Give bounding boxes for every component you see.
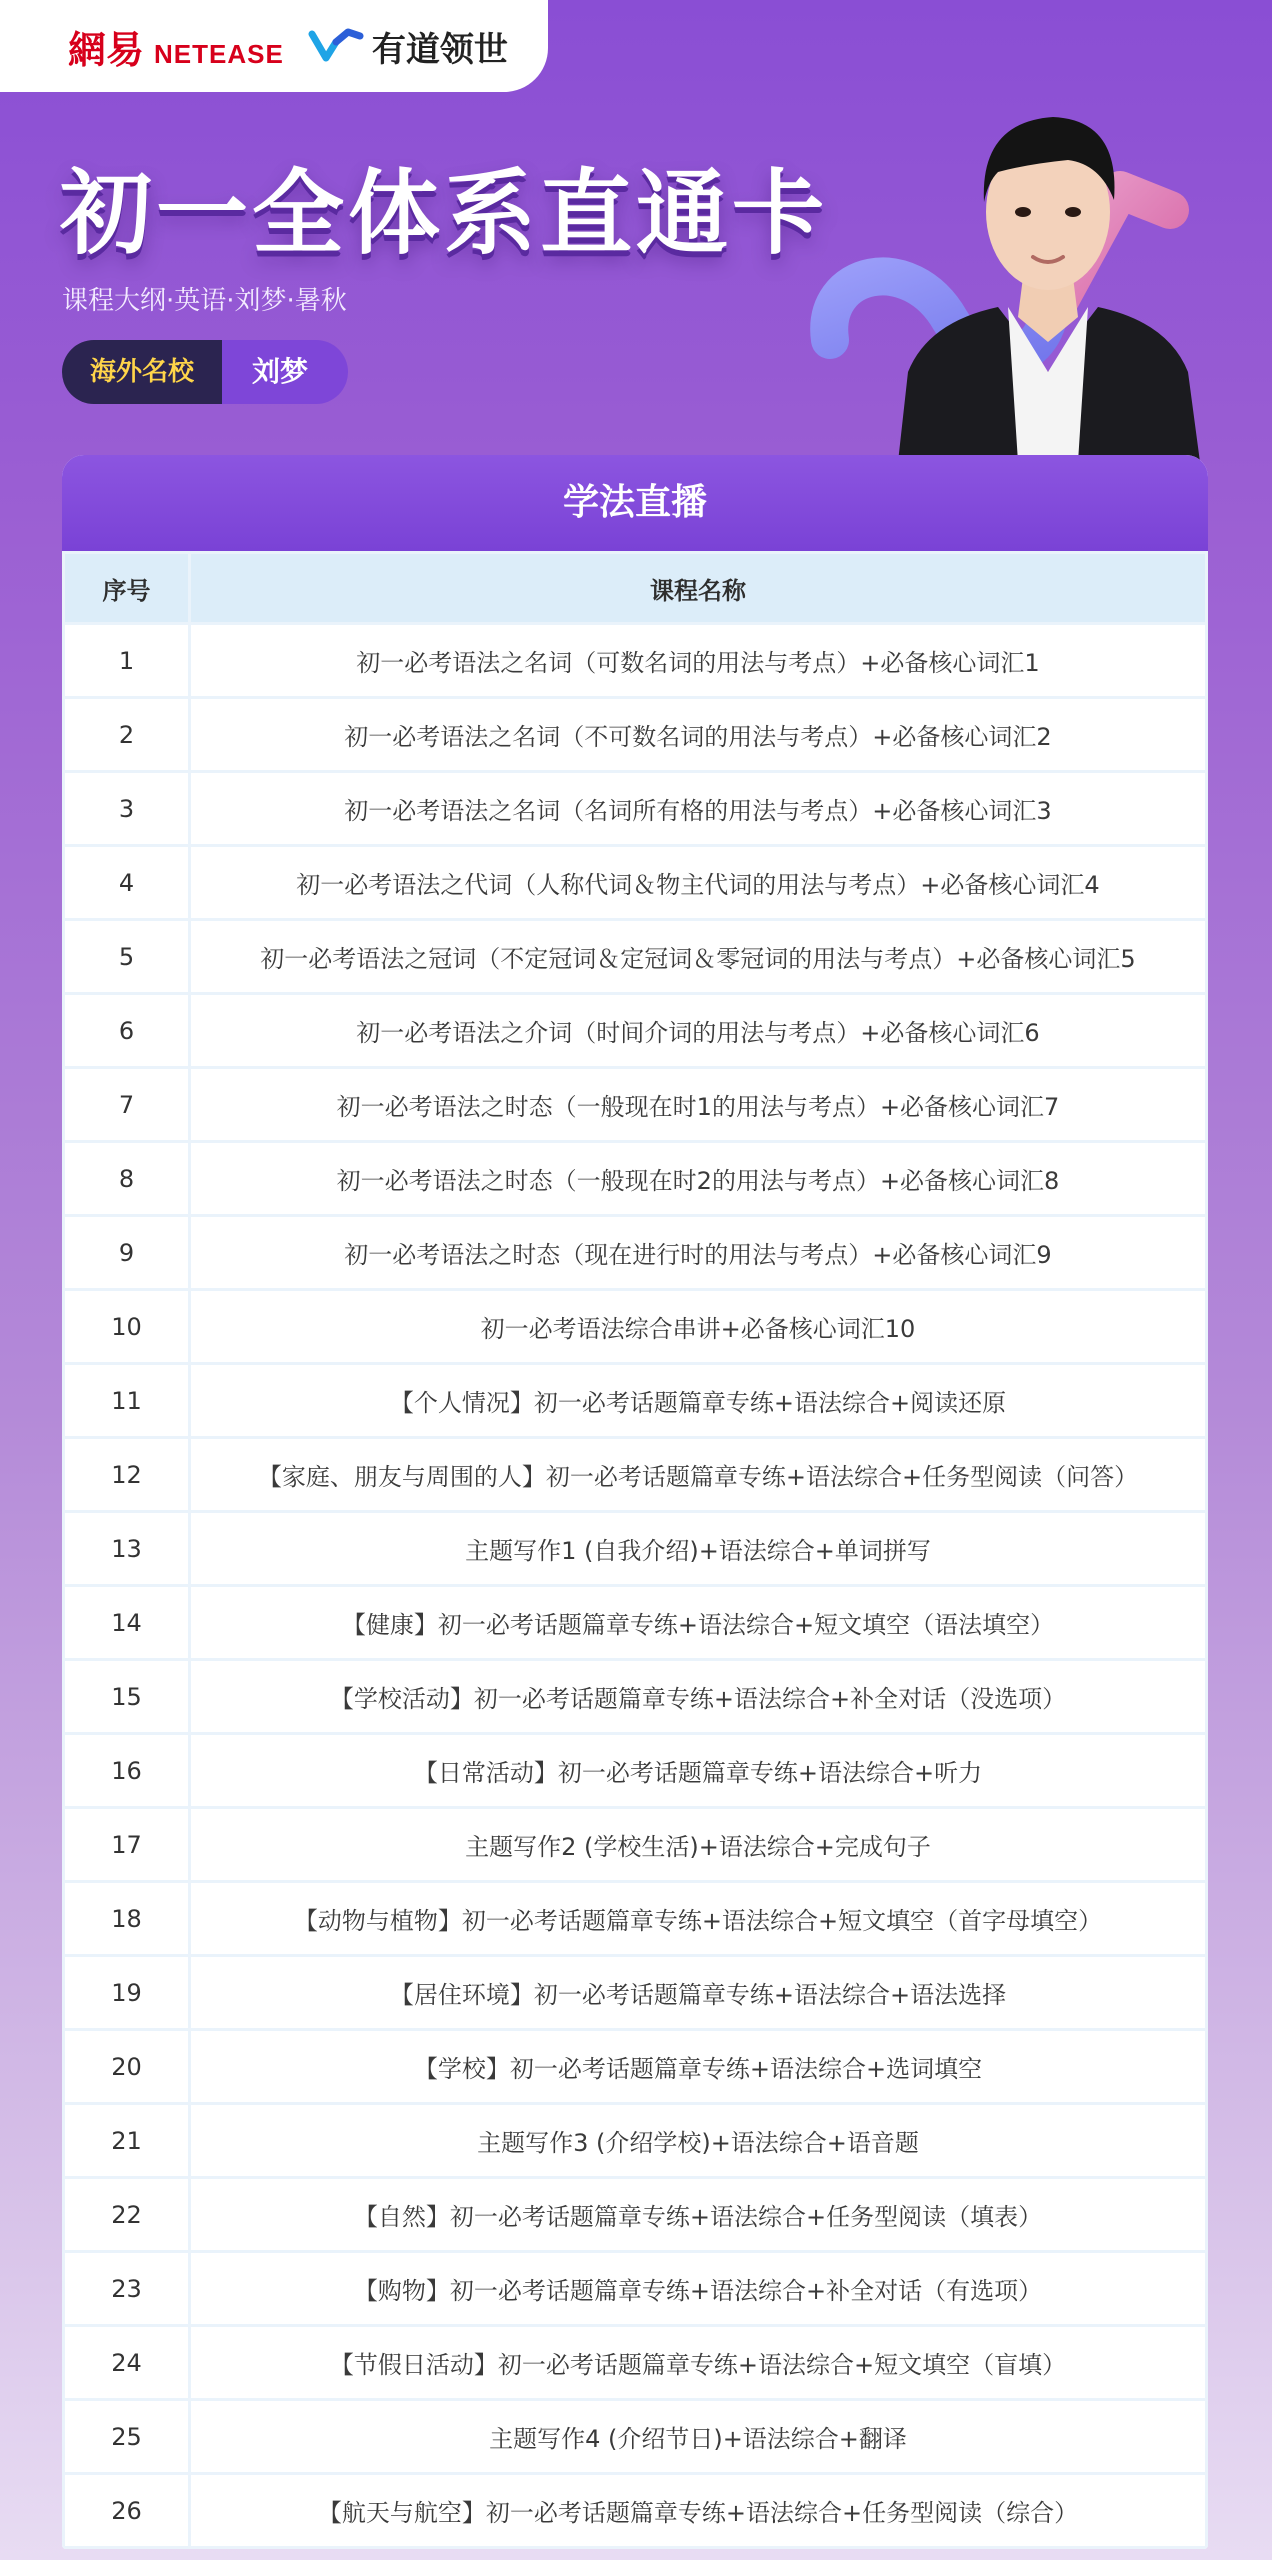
row-number: 25: [64, 2400, 190, 2474]
course-name: 初一必考语法之时态（一般现在时1的用法与考点）+必备核心词汇7: [190, 1068, 1207, 1142]
table-row: [64, 2326, 1207, 2400]
course-name: 【动物与植物】初一必考话题篇章专练+语法综合+短文填空（首字母填空）: [190, 1882, 1207, 1956]
table-row: [64, 1882, 1207, 1956]
table-row: [64, 2252, 1207, 2326]
course-name: 初一必考语法之冠词（不定冠词＆定冠词＆零冠词的用法与考点）+必备核心词汇5: [190, 920, 1207, 994]
brand-bar: [0, 0, 548, 92]
course-name: 【个人情况】初一必考话题篇章专练+语法综合+阅读还原: [190, 1364, 1207, 1438]
table-row: [64, 1586, 1207, 1660]
row-number: 10: [64, 1290, 190, 1364]
course-name: 初一必考语法综合串讲+必备核心词汇10: [190, 1290, 1207, 1364]
table-row: [64, 1068, 1207, 1142]
table-row: [64, 1512, 1207, 1586]
table-row: [64, 1364, 1207, 1438]
row-number: 16: [64, 1734, 190, 1808]
page-subtitle: 课程大纲·英语·刘梦·暑秋: [62, 286, 347, 316]
page-title: 初一全体系直通卡: [60, 160, 829, 267]
course-name: 【家庭、朋友与周围的人】初一必考话题篇章专练+语法综合+任务型阅读（问答）: [190, 1438, 1207, 1512]
table-row: [64, 1956, 1207, 2030]
netease-logo: [68, 19, 284, 74]
table-row: [64, 1142, 1207, 1216]
course-name: 【购物】初一必考话题篇章专练+语法综合+补全对话（有选项）: [190, 2252, 1207, 2326]
course-name: 【日常活动】初一必考话题篇章专练+语法综合+听力: [190, 1734, 1207, 1808]
table-row: [64, 846, 1207, 920]
school-badge-label: 海外名校: [62, 340, 222, 404]
table-row: [64, 1734, 1207, 1808]
table-row: [64, 698, 1207, 772]
table-row: [64, 1438, 1207, 1512]
course-name: 【健康】初一必考话题篇章专练+语法综合+短文填空（语法填空）: [190, 1586, 1207, 1660]
row-number: 4: [64, 846, 190, 920]
teacher-photo: [888, 72, 1208, 462]
row-number: 24: [64, 2326, 190, 2400]
row-number: 26: [64, 2474, 190, 2548]
row-number: 23: [64, 2252, 190, 2326]
row-number: 18: [64, 1882, 190, 1956]
youdao-logo-text: 有道领世: [371, 29, 508, 70]
table-row: [64, 2400, 1207, 2474]
table-row: [64, 994, 1207, 1068]
course-name: 主题写作3 (介绍学校)+语法综合+语音题: [190, 2104, 1207, 2178]
course-name: 【航天与航空】初一必考话题篇章专练+语法综合+任务型阅读（综合）: [190, 2474, 1207, 2548]
course-table: [62, 551, 1208, 2549]
table-row: [64, 2104, 1207, 2178]
table-row: [64, 1808, 1207, 1882]
course-name: 【居住环境】初一必考话题篇章专练+语法综合+语法选择: [190, 1956, 1207, 2030]
course-name: 主题写作2 (学校生活)+语法综合+完成句子: [190, 1808, 1207, 1882]
course-name: 初一必考语法之代词（人称代词＆物主代词的用法与考点）+必备核心词汇4: [190, 846, 1207, 920]
teacher-badge: [62, 340, 348, 404]
course-table-card: [62, 455, 1208, 2549]
row-number: 11: [64, 1364, 190, 1438]
row-number: 3: [64, 772, 190, 846]
row-number: 13: [64, 1512, 190, 1586]
table-row: [64, 2178, 1207, 2252]
table-row: [64, 1216, 1207, 1290]
table-header-row: [64, 553, 1207, 624]
youdao-mark-icon: [308, 26, 364, 66]
netease-logo-en: NETEASE: [154, 38, 284, 69]
row-number: 15: [64, 1660, 190, 1734]
course-name: 【学校】初一必考话题篇章专练+语法综合+选词填空: [190, 2030, 1207, 2104]
column-header-course-name: 课程名称: [190, 553, 1207, 624]
row-number: 12: [64, 1438, 190, 1512]
row-number: 8: [64, 1142, 190, 1216]
row-number: 6: [64, 994, 190, 1068]
row-number: 7: [64, 1068, 190, 1142]
table-row: [64, 1290, 1207, 1364]
table-row: [64, 624, 1207, 698]
row-number: 14: [64, 1586, 190, 1660]
table-row: [64, 2030, 1207, 2104]
course-name: 初一必考语法之介词（时间介词的用法与考点）+必备核心词汇6: [190, 994, 1207, 1068]
table-row: [64, 2474, 1207, 2548]
course-name: 初一必考语法之名词（不可数名词的用法与考点）+必备核心词汇2: [190, 698, 1207, 772]
row-number: 22: [64, 2178, 190, 2252]
table-row: [64, 1660, 1207, 1734]
row-number: 17: [64, 1808, 190, 1882]
table-row: [64, 920, 1207, 994]
row-number: 19: [64, 1956, 190, 2030]
row-number: 20: [64, 2030, 190, 2104]
course-name: 主题写作4 (介绍节日)+语法综合+翻译: [190, 2400, 1207, 2474]
course-name: 【自然】初一必考话题篇章专练+语法综合+任务型阅读（填表）: [190, 2178, 1207, 2252]
section-title: 学法直播: [62, 455, 1208, 551]
youdao-logo: [308, 22, 508, 71]
course-name: 主题写作1 (自我介绍)+语法综合+单词拼写: [190, 1512, 1207, 1586]
course-name: 【学校活动】初一必考话题篇章专练+语法综合+补全对话（没选项）: [190, 1660, 1207, 1734]
row-number: 2: [64, 698, 190, 772]
column-header-number: 序号: [64, 553, 190, 624]
course-name: 初一必考语法之时态（一般现在时2的用法与考点）+必备核心词汇8: [190, 1142, 1207, 1216]
course-name: 初一必考语法之名词（名词所有格的用法与考点）+必备核心词汇3: [190, 772, 1207, 846]
row-number: 9: [64, 1216, 190, 1290]
course-name: 初一必考语法之时态（现在进行时的用法与考点）+必备核心词汇9: [190, 1216, 1207, 1290]
row-number: 5: [64, 920, 190, 994]
netease-logo-cn: 網易: [68, 26, 145, 72]
row-number: 21: [64, 2104, 190, 2178]
table-row: [64, 772, 1207, 846]
teacher-name-label: 刘梦: [222, 340, 348, 404]
course-name: 初一必考语法之名词（可数名词的用法与考点）+必备核心词汇1: [190, 624, 1207, 698]
course-name: 【节假日活动】初一必考话题篇章专练+语法综合+短文填空（盲填）: [190, 2326, 1207, 2400]
row-number: 1: [64, 624, 190, 698]
